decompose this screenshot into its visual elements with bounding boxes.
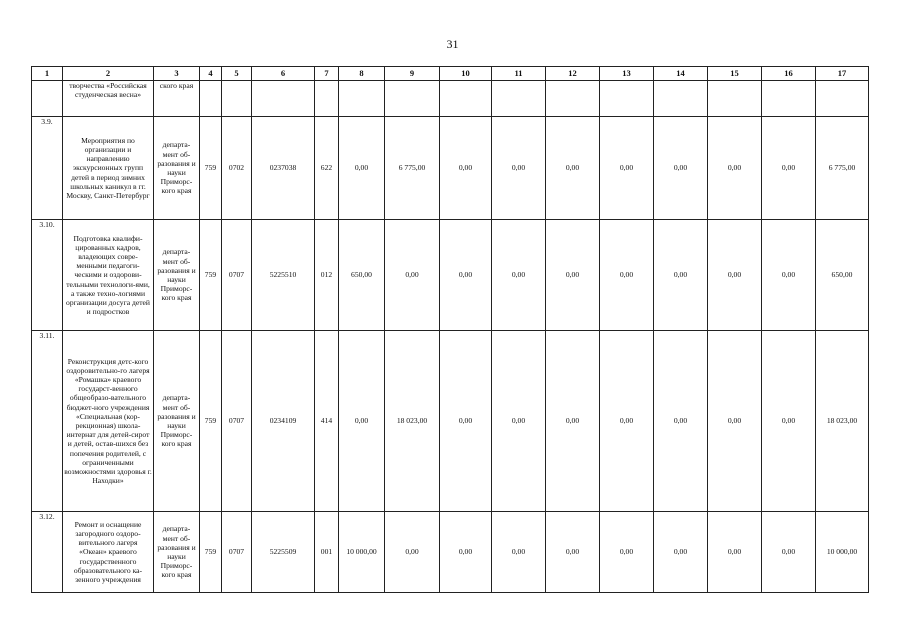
header-row (32, 67, 869, 81)
cell-c8: 0,00 (339, 331, 385, 512)
row-department: ского края (154, 81, 200, 117)
cell-c11: 0,00 (492, 220, 546, 331)
header-cell: 17 (816, 67, 869, 81)
cell-c16: 0,00 (762, 331, 816, 512)
row-department: департа-мент об-разования и науки Приморс-кого края (154, 220, 200, 331)
cell-c9: 6 775,00 (385, 117, 440, 220)
row-department: департа-мент об-разования и науки Приморс-кого края (154, 331, 200, 512)
cell-c4 (200, 81, 222, 117)
header-cell: 4 (200, 67, 222, 81)
cell-c12 (546, 81, 600, 117)
cell-c15: 0,00 (708, 331, 762, 512)
cell-c5 (222, 81, 252, 117)
cell-c6: 5225509 (252, 512, 315, 593)
cell-c12: 0,00 (546, 331, 600, 512)
cell-c13: 0,00 (600, 117, 654, 220)
cell-c4: 759 (200, 117, 222, 220)
cell-c16: 0,00 (762, 117, 816, 220)
row-department: департа-мент об-разования и науки Приморс-кого края (154, 117, 200, 220)
cell-c9: 0,00 (385, 220, 440, 331)
cell-c15: 0,00 (708, 512, 762, 593)
cell-c7: 622 (315, 117, 339, 220)
header-cell: 7 (315, 67, 339, 81)
row-number: 3.10. (32, 220, 63, 331)
header-cell: 13 (600, 67, 654, 81)
cell-c10: 0,00 (440, 512, 492, 593)
row-number: 3.11. (32, 331, 63, 512)
cell-c12: 0,00 (546, 512, 600, 593)
cell-c5: 0702 (222, 117, 252, 220)
cell-c10 (440, 81, 492, 117)
cell-c14: 0,00 (654, 512, 708, 593)
cell-c15: 0,00 (708, 117, 762, 220)
row-name: Реконструкция детс-кого оздоровительно-го лагеря «Ромашка» краевого государст-венного общеобразо-вательного бюджет-ного учреждения «Специальная (кор-рекционная) школа-интернат для детей-сирот и детей, остав-шихся без попечения родителей, с ограниченными возможностями здоровья г. Находки» (63, 331, 154, 512)
cell-c12: 0,00 (546, 117, 600, 220)
cell-c5: 0707 (222, 331, 252, 512)
cell-c11: 0,00 (492, 512, 546, 593)
cell-c6 (252, 81, 315, 117)
header-cell: 10 (440, 67, 492, 81)
row-name: Подготовка квалифи-цированных кадров, владеющих совре-менными педагоги-ческими и оздорови-тельными технологи-ями, а также техно-логиями организации досуга детей и подростков (63, 220, 154, 331)
row-name: Ремонт и оснащение загородного оздоро-вительного лагеря «Океан» краевого государственного образовательного ка-зенного учреждения (63, 512, 154, 593)
cell-c7: 012 (315, 220, 339, 331)
cell-c17: 10 000,00 (816, 512, 869, 593)
cell-c7: 414 (315, 331, 339, 512)
cell-c9: 18 023,00 (385, 331, 440, 512)
cell-c6: 0237038 (252, 117, 315, 220)
header-cell: 11 (492, 67, 546, 81)
cell-c9 (385, 81, 440, 117)
cell-c4: 759 (200, 331, 222, 512)
row-name: Мероприятия по организации и направлению экскурсионных групп детей в период зимних школьных каникул в гг. Москву, Санкт-Петербург (63, 117, 154, 220)
page-number: 31 (446, 37, 459, 51)
header-cell: 8 (339, 67, 385, 81)
cell-c8: 0,00 (339, 117, 385, 220)
cell-c14: 0,00 (654, 117, 708, 220)
cell-c14: 0,00 (654, 220, 708, 331)
table-row (32, 512, 869, 593)
cell-c15: 0,00 (708, 220, 762, 331)
cell-c14: 0,00 (654, 331, 708, 512)
cell-c17 (816, 81, 869, 117)
cell-c4: 759 (200, 220, 222, 331)
row-number (32, 81, 63, 117)
header-cell: 9 (385, 67, 440, 81)
header-cell: 14 (654, 67, 708, 81)
table-row (32, 331, 869, 512)
cell-c4: 759 (200, 512, 222, 593)
table-row (32, 81, 869, 117)
cell-c10: 0,00 (440, 220, 492, 331)
cell-c17: 650,00 (816, 220, 869, 331)
header-cell: 12 (546, 67, 600, 81)
cell-c13: 0,00 (600, 220, 654, 331)
cell-c11 (492, 81, 546, 117)
header-cell: 5 (222, 67, 252, 81)
cell-c12: 0,00 (546, 220, 600, 331)
cell-c11: 0,00 (492, 117, 546, 220)
cell-c10: 0,00 (440, 117, 492, 220)
cell-c8 (339, 81, 385, 117)
row-number: 3.12. (32, 512, 63, 593)
cell-c16 (762, 81, 816, 117)
cell-c16: 0,00 (762, 512, 816, 593)
row-department: департа-мент об-разования и науки Приморс-кого края (154, 512, 200, 593)
cell-c6: 5225510 (252, 220, 315, 331)
cell-c13: 0,00 (600, 512, 654, 593)
cell-c13 (600, 81, 654, 117)
row-name: творчества «Российская студенческая весна» (63, 81, 154, 117)
header-cell: 16 (762, 67, 816, 81)
header-cell: 2 (63, 67, 154, 81)
cell-c7 (315, 81, 339, 117)
cell-c17: 6 775,00 (816, 117, 869, 220)
header-cell: 6 (252, 67, 315, 81)
cell-c15 (708, 81, 762, 117)
cell-c16: 0,00 (762, 220, 816, 331)
cell-c5: 0707 (222, 512, 252, 593)
cell-c13: 0,00 (600, 331, 654, 512)
row-number: 3.9. (32, 117, 63, 220)
header-cell: 1 (32, 67, 63, 81)
cell-c8: 10 000,00 (339, 512, 385, 593)
cell-c10: 0,00 (440, 331, 492, 512)
budget-table (31, 66, 869, 593)
table-row (32, 220, 869, 331)
cell-c17: 18 023,00 (816, 331, 869, 512)
cell-c7: 001 (315, 512, 339, 593)
cell-c5: 0707 (222, 220, 252, 331)
cell-c9: 0,00 (385, 512, 440, 593)
table-row (32, 117, 869, 220)
cell-c11: 0,00 (492, 331, 546, 512)
cell-c6: 0234109 (252, 331, 315, 512)
header-cell: 15 (708, 67, 762, 81)
cell-c14 (654, 81, 708, 117)
header-cell: 3 (154, 67, 200, 81)
cell-c8: 650,00 (339, 220, 385, 331)
